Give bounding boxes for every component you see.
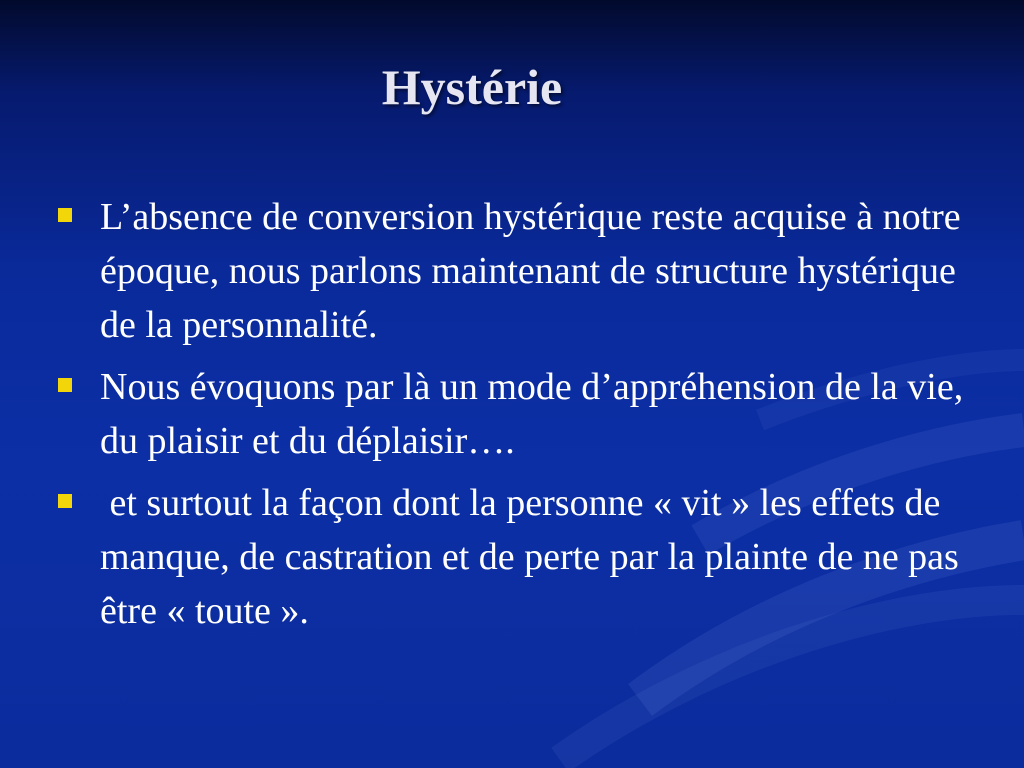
bullet-item (58, 476, 978, 638)
square-bullet-icon (58, 378, 72, 392)
square-bullet-icon (58, 494, 72, 508)
bullet-item (58, 190, 978, 352)
bullet-text: et surtout la façon dont la personne « vit » les effets de manque, de castration et de perte par la plainte de ne pas être « toute ». (100, 482, 969, 632)
bullet-list (58, 190, 978, 646)
square-bullet-icon (58, 208, 72, 222)
bullet-item (58, 360, 978, 468)
bullet-text: Nous évoquons par là un mode d’appréhension de la vie, du plaisir et du déplaisir…. (100, 366, 964, 462)
bullet-text: L’absence de conversion hystérique reste acquise à notre époque, nous parlons maintenant de structure hystérique de la personnalité. (100, 196, 961, 346)
slide-title: Hystérie (381, 59, 563, 115)
